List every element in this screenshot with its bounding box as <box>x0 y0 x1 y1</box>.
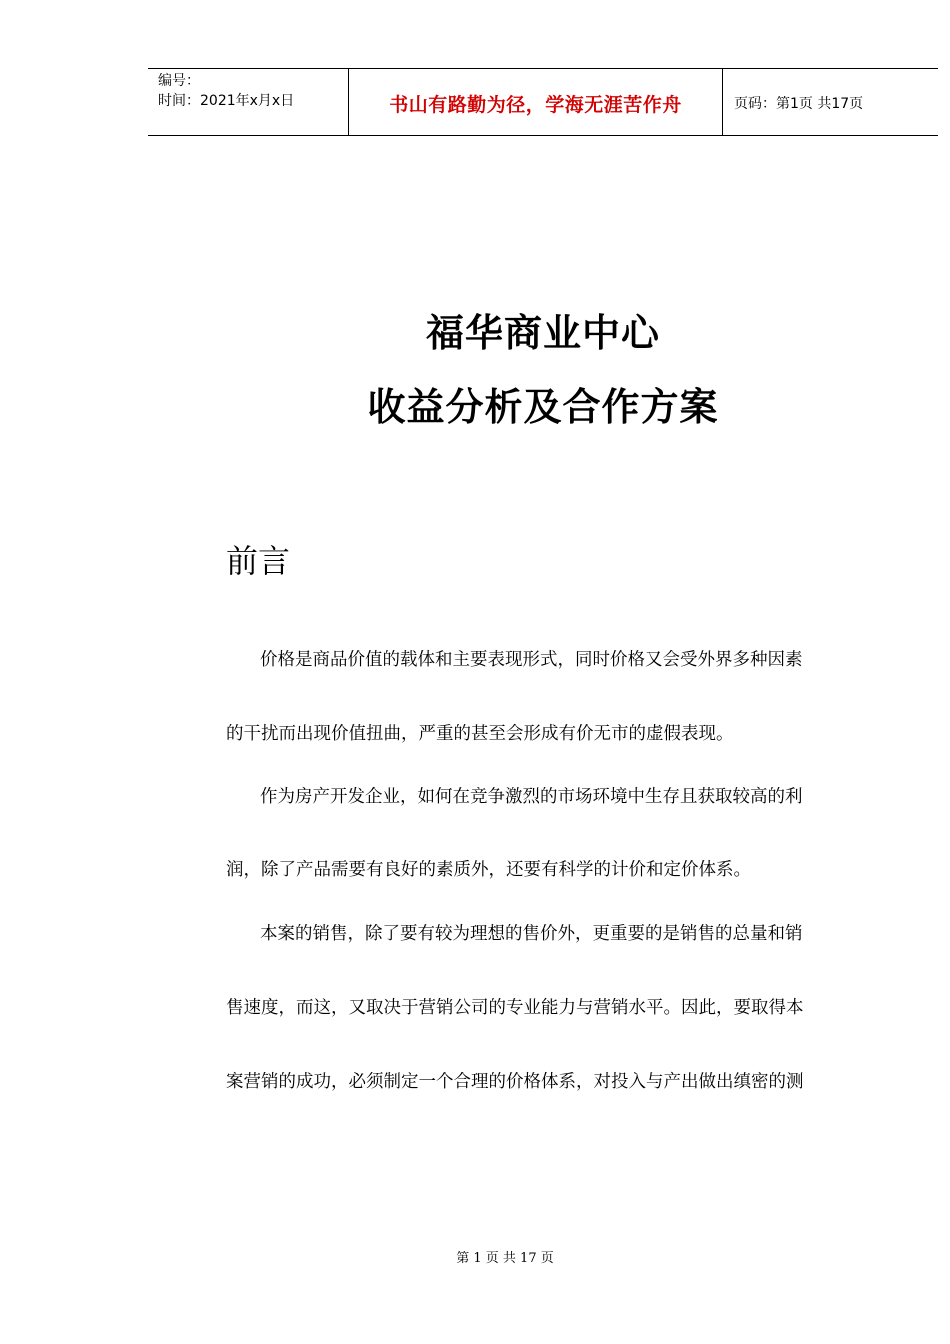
header-divider <box>722 68 723 136</box>
page-footer: 第 1 页 共 17 页 <box>456 1251 554 1266</box>
time-label: 时间：2021年x月x日 <box>158 93 295 109</box>
header-page-info: 页码：第1页 共17页 <box>734 96 864 112</box>
paragraph-line: 润，除了产品需要有良好的素质外，还要有科学的计价和定价体系。 <box>226 860 751 880</box>
paragraph-line: 案营销的成功，必须制定一个合理的价格体系，对投入与产出做出缜密的测 <box>226 1072 804 1092</box>
paragraph-line: 价格是商品价值的载体和主要表现形式，同时价格又会受外界多种因素 <box>260 650 803 670</box>
page-header <box>148 68 938 136</box>
document-title-line-1: 福华商业中心 <box>425 311 660 355</box>
section-heading: 前言 <box>226 542 291 580</box>
header-meta <box>158 71 294 111</box>
paragraph-line: 作为房产开发企业，如何在竞争激烈的市场环境中生存且获取较高的利 <box>260 787 803 807</box>
header-motto: 书山有路勤为径，学海无涯苦作舟 <box>389 94 682 116</box>
serial-label: 编号： <box>158 73 200 89</box>
paragraph-line: 的干扰而出现价值扭曲，严重的甚至会形成有价无市的虚假表现。 <box>226 724 734 744</box>
header-top-rule <box>148 68 938 69</box>
paragraph-line: 售速度，而这，又取决于营销公司的专业能力与营销水平。因此，要取得本 <box>226 998 804 1018</box>
paragraph-line: 本案的销售，除了要有较为理想的售价外，更重要的是销售的总量和销 <box>260 924 803 944</box>
header-bottom-rule <box>148 135 938 136</box>
document-title-line-2: 收益分析及合作方案 <box>367 385 719 429</box>
